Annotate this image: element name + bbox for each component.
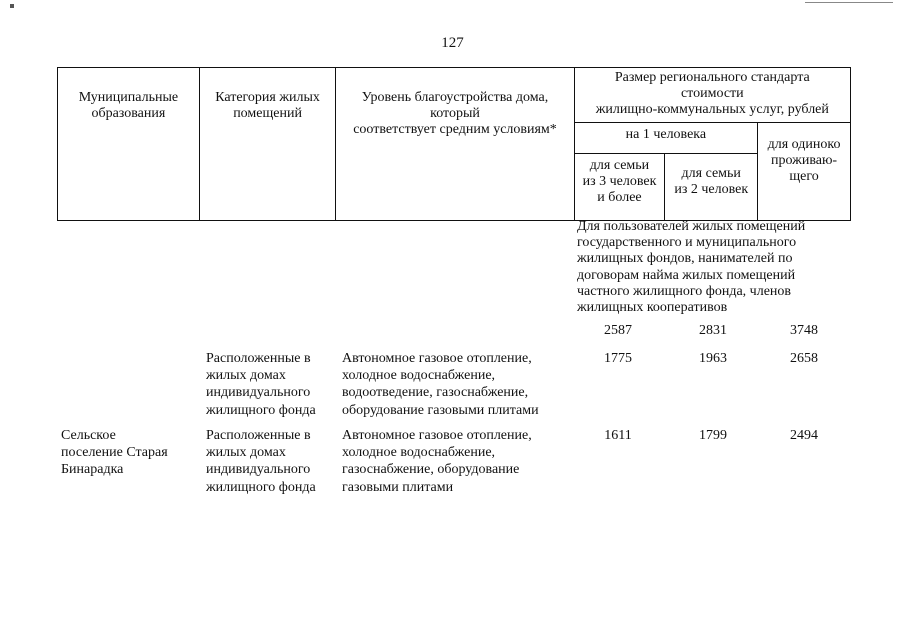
cell-line: Бинарадка [61,462,124,478]
intro-value-family-3: 2587 [604,323,632,338]
header-line: для одиноко [767,137,841,152]
cell-line: жилых домах [206,368,286,384]
header-line: для семьи [681,166,741,181]
header-line: помещений [233,106,302,121]
row-2-value-single: 2494 [790,428,818,443]
row-1-category [206,350,338,419]
row-1-level [342,350,576,419]
row-1-value-family-2: 1963 [699,351,727,366]
row-2-value-family-2: 1799 [699,428,727,443]
header-line: жилищно-коммунальных услуг, рублей [595,102,829,117]
intro-value-single: 3748 [790,323,818,338]
header-line: из 3 человек [582,174,657,189]
row-1-value-single: 2658 [790,351,818,366]
scan-corner-mark [10,4,14,8]
header-line: Размер регионального стандарта [614,70,810,85]
header-family-3 [574,154,665,221]
header-standard-size [574,68,850,123]
header-line: Муниципальные [78,90,179,105]
header-line: проживаю- [771,153,838,168]
cell-line: холодное водоснабжение, [342,445,496,461]
cell-line: Автономное газовое отопление, [342,428,532,443]
header-single [758,123,851,221]
header-line: щего [789,169,819,184]
header-line: Уровень благоустройства дома, [361,90,549,105]
top-rule [805,2,893,3]
cell-line: жилищного фонда [206,479,316,495]
header-line: который [430,106,480,121]
intro-note [577,219,847,316]
cell-line: Расположенные в [206,428,311,443]
header-municipalities [58,68,200,221]
header-line: для семьи [589,158,650,173]
row-2-level [342,427,576,496]
cell-line: Автономное газовое отопление, [342,351,532,366]
intro-line: Для пользователей жилых помещений [577,219,806,234]
intro-line: государственного и муниципального [577,235,797,251]
cell-line: жилых домах [206,445,286,461]
cell-line: газоснабжение, оборудование [342,462,520,478]
cell-line: водоотведение, газоснабжение, [342,385,529,401]
header-line: соответствует средним условиям* [353,122,557,137]
intro-line: жилищных кооперативов [577,300,728,316]
header-line: образования [91,106,166,121]
cell-line: жилищного фонда [206,402,316,418]
header-line: Категория жилых [215,90,320,105]
header-category [199,68,336,221]
cell-line: индивидуального [206,462,311,478]
cell-line: газовыми плитами [342,479,454,495]
cell-line: индивидуального [206,385,311,401]
cell-line: Расположенные в [206,351,311,366]
header-line: стоимости [680,86,744,101]
row-2-municipality [61,427,201,479]
intro-line: частного жилищного фонда, членов [577,283,792,299]
cell-line: поселение Старая [61,445,168,461]
cell-line: оборудование газовыми плитами [342,402,539,418]
header-line: и более [597,190,642,205]
row-1-value-family-3: 1775 [604,351,632,366]
table-header [57,67,851,221]
header-line: из 2 человек [674,182,749,197]
header-per-person: на 1 человека [574,123,758,154]
intro-value-family-2: 2831 [699,323,727,338]
header-family-2 [665,154,758,221]
cell-line: холодное водоснабжение, [342,368,496,384]
row-2-category [206,427,338,496]
header-level [336,68,574,221]
row-2-value-family-3: 1611 [604,428,632,443]
page-number: 127 [441,35,464,51]
intro-line: договорам найма жилых помещений [577,267,796,283]
cell-line: Сельское [61,428,116,443]
intro-line: жилищных фондов, нанимателей по [577,251,793,267]
